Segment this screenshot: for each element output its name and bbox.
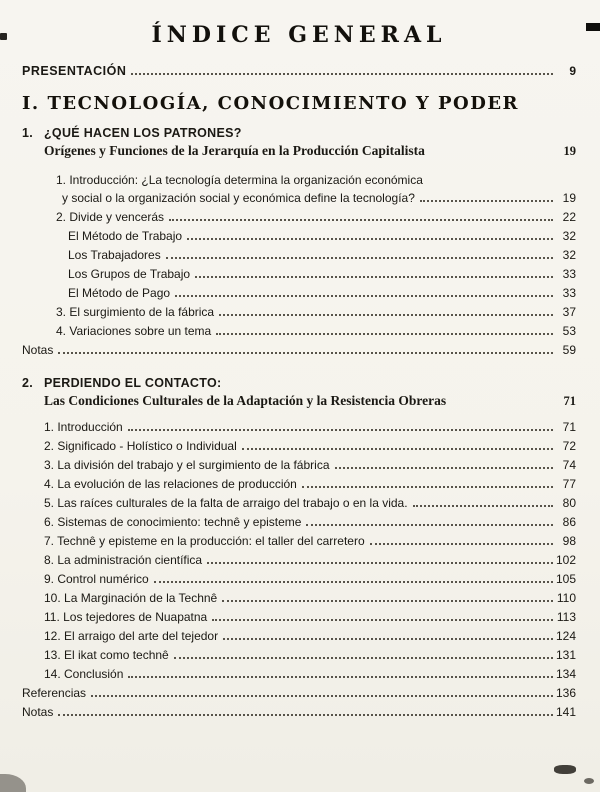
dot-leader (195, 276, 553, 278)
entry-label: 7. Technê y episteme en la producción: el taller del carretero (44, 534, 365, 548)
dot-leader (335, 467, 554, 469)
entry-page: 74 (562, 458, 576, 472)
part-1-title: I. TECNOLOGÍA, CONOCIMIENTO Y PODER (22, 93, 520, 114)
scan-artifact (586, 23, 600, 31)
dot-leader (128, 676, 553, 678)
dot-leader (216, 333, 553, 335)
entry-page: 19 (562, 191, 576, 205)
toc-entry (44, 475, 576, 494)
dot-leader (175, 295, 553, 297)
entry-label: Referencias (22, 686, 87, 700)
entry-page: 53 (562, 324, 576, 338)
toc-entry (44, 646, 576, 665)
entry-label: El Método de Pago (68, 286, 171, 300)
toc-entry (44, 665, 576, 684)
dot-leader (58, 352, 553, 354)
entry-page: 105 (555, 572, 576, 586)
toc-entry-presentacion (22, 62, 576, 81)
dot-leader (187, 238, 553, 240)
toc-entry-referencias (22, 684, 576, 703)
entry-page: 19 (563, 144, 576, 158)
entry-label: 3. El surgimiento de la fábrica (56, 305, 215, 319)
entry-page: 59 (562, 343, 576, 357)
dot-leader (207, 562, 553, 564)
dot-leader (169, 219, 553, 221)
entry-label: Notas (22, 705, 54, 719)
scan-artifact (584, 778, 594, 784)
scan-artifact (0, 33, 7, 40)
entry-label: 2. Significado - Holístico o Individual (44, 439, 237, 453)
entry-page: 113 (556, 610, 576, 624)
entry-page: 98 (562, 534, 576, 548)
entry-label: 10. La Marginación de la Technê (44, 591, 218, 605)
entry-page: 32 (562, 248, 576, 262)
dot-leader (413, 505, 553, 507)
dot-leader (306, 524, 553, 526)
entry-page: 77 (562, 477, 576, 491)
toc-entry-notas (22, 703, 576, 722)
entry-label: 8. La administración científica (44, 553, 203, 567)
chapter-1-subtitle-row (44, 143, 576, 159)
entry-page: 102 (555, 553, 576, 567)
toc-entry (56, 208, 576, 227)
entry-page: 22 (562, 210, 576, 224)
dot-leader (242, 448, 553, 450)
entry-page: 80 (562, 496, 576, 510)
entry-page: 72 (562, 439, 576, 453)
entry-label: 2. Divide y vencerás (56, 210, 165, 224)
dot-leader (212, 619, 553, 621)
entry-page: 131 (555, 648, 576, 662)
toc-entry (44, 437, 576, 456)
entry-label: 3. La división del trabajo y el surgimiento de la fábrica (44, 458, 330, 472)
entry-label: 6. Sistemas de conocimiento: technê y episteme (44, 515, 302, 529)
toc-entry (56, 303, 576, 322)
entry-page: 86 (562, 515, 576, 529)
entry-label: Los Trabajadores (68, 248, 161, 262)
toc-entry (68, 284, 576, 303)
entry-label: PRESENTACIÓN (22, 64, 127, 78)
dot-leader (154, 581, 553, 583)
entry-label: 14. Conclusión (44, 667, 124, 681)
toc-entry (22, 341, 576, 360)
toc-entry (44, 513, 576, 532)
dot-leader (128, 429, 553, 431)
toc-entry (68, 246, 576, 265)
entry-page: 134 (555, 667, 576, 681)
dot-leader (223, 638, 553, 640)
chapter-subtitle: Orígenes y Funciones de la Jerarquía en la Producción Capitalista (44, 143, 425, 158)
chapter-2-heading (22, 376, 576, 390)
chapter-number: 1. (22, 126, 34, 140)
entry-page: 110 (556, 591, 576, 605)
entry-page: 141 (555, 705, 576, 719)
entry-page: 9 (569, 64, 576, 78)
entry-page: 71 (563, 394, 576, 408)
page-title: ÍNDICE GENERAL (151, 22, 447, 48)
toc-entry (68, 227, 576, 246)
toc-entry (44, 532, 576, 551)
toc-entry (56, 322, 576, 341)
toc-entry (62, 189, 576, 208)
dot-leader (370, 543, 553, 545)
entry-label: y social o la organización social y económica define la tecnología? (62, 191, 415, 205)
dot-leader (131, 73, 553, 75)
entry-label: 1. Introducción (44, 420, 123, 434)
entry-label: 9. Control numérico (44, 572, 149, 586)
dot-leader (174, 657, 553, 659)
scan-artifact (0, 774, 26, 792)
chapter-subtitle: Las Condiciones Culturales de la Adaptación y la Resistencia Obreras (44, 393, 447, 408)
toc-entry (44, 570, 576, 589)
entry-page: 136 (555, 686, 576, 700)
chapter-number: 2. (22, 376, 34, 390)
entry-label: 4. Variaciones sobre un tema (56, 324, 212, 338)
chapter-title: PERDIENDO EL CONTACTO: (44, 376, 222, 390)
entry-label: 4. La evolución de las relaciones de producción (44, 477, 297, 491)
toc-entry (44, 608, 576, 627)
toc-entry (44, 627, 576, 646)
entry-label: El Método de Trabajo (68, 229, 183, 243)
chapter-1-heading (22, 126, 576, 140)
entry-label: 13. El ikat como technê (44, 648, 169, 662)
toc-entry (44, 456, 576, 475)
entry-page: 37 (562, 305, 576, 319)
entry-page: 32 (562, 229, 576, 243)
entry-label: Notas (22, 343, 54, 357)
dot-leader (219, 314, 553, 316)
entry-label: 5. Las raíces culturales de la falta de arraigo del trabajo o en la vida. (44, 496, 408, 510)
toc-entry (44, 551, 576, 570)
toc-entry-line1: 1. Introducción: ¿La tecnología determina la organización económica (56, 173, 423, 187)
entry-page: 124 (555, 629, 576, 643)
dot-leader (420, 200, 553, 202)
entry-label: Los Grupos de Trabajo (68, 267, 191, 281)
dot-leader (166, 257, 553, 259)
toc-entry (44, 494, 576, 513)
dot-leader (302, 486, 553, 488)
toc-entry (44, 418, 576, 437)
entry-label: 11. Los tejedores de Nuapatna (44, 610, 208, 624)
dot-leader (91, 695, 553, 697)
chapter-2-subtitle-row (44, 393, 576, 409)
scan-artifact (554, 765, 576, 774)
dot-leader (222, 600, 553, 602)
dot-leader (58, 714, 553, 716)
entry-label: 12. El arraigo del arte del tejedor (44, 629, 219, 643)
section-gap (22, 360, 576, 376)
entry-page: 33 (562, 267, 576, 281)
toc-entry (68, 265, 576, 284)
entry-page: 33 (562, 286, 576, 300)
toc-entry (44, 589, 576, 608)
chapter-title: ¿QUÉ HACEN LOS PATRONES? (44, 126, 242, 140)
entry-page: 71 (562, 420, 576, 434)
